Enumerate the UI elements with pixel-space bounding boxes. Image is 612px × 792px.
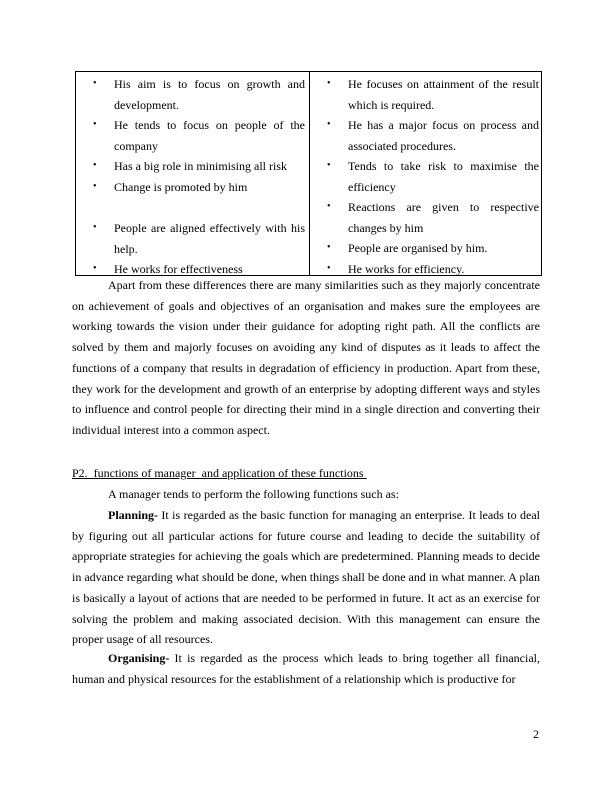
- bullet-icon: •: [327, 242, 331, 253]
- comparison-table: [75, 71, 542, 276]
- bullet-icon: •: [93, 119, 97, 130]
- bullet-icon: •: [327, 201, 331, 212]
- organising-text: It is regarded as the process which leads to bring together all financial, human and physical resources for the establishment of a relationship which is productive for: [72, 651, 540, 686]
- planning-text: It is regarded as the basic function for managing an enterprise. It leads to deal by figuring out all particular actions for future course and leading to decide the suitability of appropriate strategies for achieving the goals which are predetermined. Planning meads to decide in advance regarding what should be done, when things shall be done and in what manner. A plan is basically a layout of actions that are needed to be performed in future. It act as an exercise for solving the problem and making associated decision. With this management can ensure the proper usage of all resources.: [72, 508, 540, 647]
- list-item: • Has a big role in minimising all risk: [88, 156, 305, 177]
- list-item: • People are aligned effectively with his help.: [88, 218, 305, 259]
- bullet-icon: •: [327, 119, 331, 130]
- manager-list: [322, 74, 539, 279]
- list-item: • People are organised by him.: [322, 238, 539, 259]
- leader-column: [76, 72, 310, 275]
- bullet-icon: •: [93, 160, 97, 171]
- planning-paragraph: [72, 505, 540, 650]
- list-item: • He tends to focus on people of the company: [88, 115, 305, 156]
- bullet-icon: •: [327, 78, 331, 89]
- bullet-icon: •: [93, 222, 97, 233]
- page-number: 2: [533, 727, 539, 741]
- list-item: • He has a major focus on process and associated procedures.: [322, 115, 539, 156]
- bullet-icon: •: [327, 262, 331, 274]
- list-item: • Tends to take risk to maximise the efficiency: [322, 156, 539, 197]
- bullet-icon: •: [93, 78, 97, 89]
- list-item: • He works for effectiveness: [88, 259, 305, 280]
- list-item: • Reactions are given to respective changes by him: [322, 197, 539, 238]
- intro-paragraph: A manager tends to perform the following functions such as:: [108, 487, 399, 501]
- list-item: • He focuses on attainment of the result which is required.: [322, 74, 539, 115]
- planning-label: Planning-: [108, 508, 159, 522]
- bullet-icon: •: [93, 263, 97, 274]
- bullet-icon: •: [93, 180, 97, 192]
- organising-paragraph: [72, 648, 540, 689]
- similarities-paragraph: Apart from these differences there are many similarities such as they majorly concentrate on achievement of goals and objectives of an organisation and makes sure the employees are working towards the vision under their guidance for adopting right path. All the conflicts are solved by them and majorly focuses on avoiding any kind of disputes as it leads to affect the functions of a company that results in degradation of efficiency in production. Apart from these, they work for the development and growth of an enterprise by adopting different ways and styles to influence and control people for directing their mind in a single direction and converting their individual interest into a common aspect.: [72, 278, 540, 437]
- bullet-icon: •: [327, 160, 331, 171]
- list-item: • He works for efficiency.: [322, 259, 539, 280]
- manager-column: [310, 72, 541, 275]
- organising-label: Organising-: [108, 651, 170, 665]
- leader-list: [88, 74, 305, 280]
- list-item: • Change is promoted by him: [88, 177, 305, 198]
- list-item: • His aim is to focus on growth and development.: [88, 74, 305, 115]
- section-heading: P2. functions of manager and application of these functions: [72, 466, 367, 480]
